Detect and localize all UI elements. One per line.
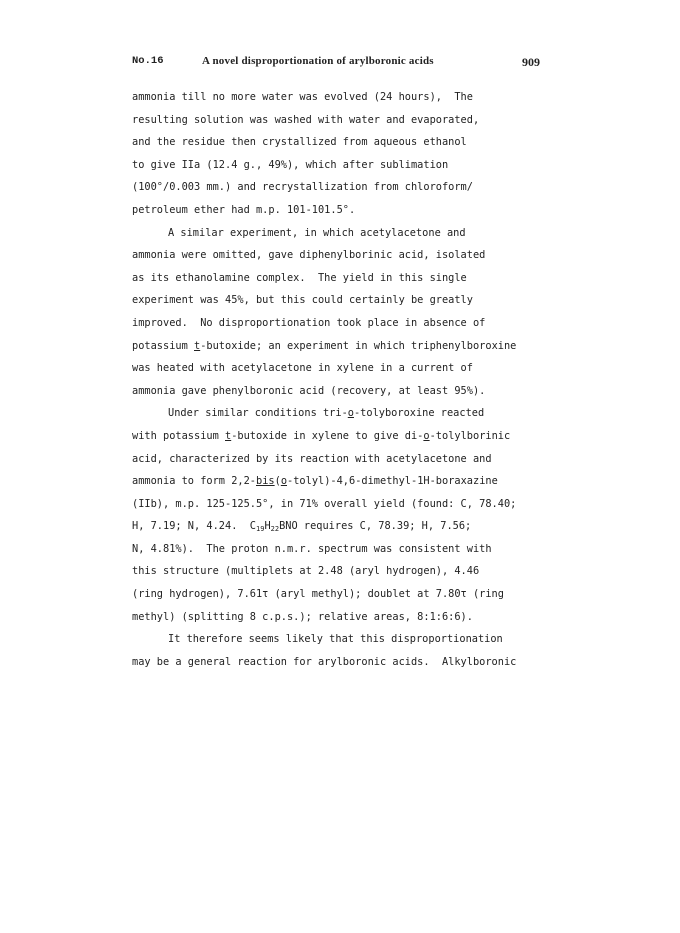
text-span: (	[274, 475, 281, 488]
text-line: to give IIa (12.4 g., 49%), which after sublimation	[132, 158, 449, 171]
subscript: 22	[270, 525, 280, 534]
text-span: potassium	[132, 339, 194, 352]
text-span: -butoxide; an experiment in which triphenylboroxine	[200, 339, 517, 352]
text-line: ammonia till no more water was evolved (24 hours), The	[132, 91, 473, 103]
text-line	[132, 515, 552, 538]
text-line: A similar experiment, in which acetylacetone and	[168, 226, 466, 239]
italic-o: o	[423, 429, 430, 442]
text-line: this structure (multiplets at 2.48 (aryl hydrogen), 4.46	[132, 565, 480, 578]
running-title: A novel disproportionation of arylboronic acids	[202, 55, 434, 67]
text-span: Under similar conditions tri-	[168, 407, 348, 420]
text-line	[132, 402, 552, 425]
text-line	[132, 425, 552, 448]
text-line: (100°/0.003 mm.) and recrystallization from chloroform/	[132, 181, 473, 194]
text-line: acid, characterized by its reaction with acetylacetone and	[132, 452, 492, 465]
italic-t: t	[225, 429, 232, 442]
text-span: ammonia to form 2,2-	[132, 475, 256, 488]
text-line: ammonia gave phenylboronic acid (recovery, at least 95%).	[132, 384, 486, 397]
text-line: methyl) (splitting 8 c.p.s.); relative areas, 8:1:6:6).	[132, 610, 473, 623]
italic-bis: bis	[256, 475, 275, 488]
text-span: -tolylborinic	[429, 429, 511, 442]
text-line: (ring hydrogen), 7.61τ (aryl methyl); doublet at 7.80τ (ring	[132, 588, 504, 601]
italic-o: o	[347, 407, 354, 420]
text-line: N, 4.81%). The proton n.m.r. spectrum was consistent with	[132, 542, 492, 555]
text-line: petroleum ether had m.p. 101-101.5°.	[132, 203, 356, 216]
text-line: ammonia were omitted, gave diphenylborinic acid, isolated	[132, 249, 486, 262]
body-text	[132, 86, 552, 673]
text-line: improved. No disproportionation took place in absence of	[132, 316, 486, 329]
text-span: H, 7.19; N, 4.24. C	[132, 520, 256, 533]
text-line: was heated with acetylacetone in xylene in a current of	[132, 362, 473, 375]
text-span: BNO requires C, 78.39; H, 7.56;	[279, 520, 472, 533]
text-line: resulting solution was washed with water and evaporated,	[132, 113, 480, 126]
text-span: with potassium	[132, 429, 225, 442]
journal-issue: No.16	[132, 55, 164, 67]
italic-t: t	[194, 339, 201, 352]
subscript: 19	[256, 525, 265, 534]
text-line: experiment was 45%, but this could certainly be greatly	[132, 294, 473, 307]
italic-o: o	[280, 475, 288, 488]
text-span: -butoxide in xylene to give di-	[231, 429, 424, 442]
text-line: as its ethanolamine complex. The yield in this single	[132, 271, 467, 284]
text-line: and the residue then crystallized from aqueous ethanol	[132, 136, 467, 149]
text-span: -tolyboroxine reacted	[353, 407, 485, 420]
text-line	[132, 335, 552, 358]
page-number: 909	[522, 55, 540, 69]
text-span: H	[264, 520, 271, 533]
text-span: -tolyl)-4,6-dimethyl-1H-boraxazine	[287, 475, 498, 488]
text-line	[132, 470, 552, 493]
text-line: (IIb), m.p. 125-125.5°, in 71% overall yield (found: C, 78.40;	[132, 497, 517, 510]
running-header	[132, 55, 540, 71]
text-line: may be a general reaction for arylboronic acids. Alkylboronic	[132, 655, 517, 668]
text-line: It therefore seems likely that this disproportionation	[168, 633, 503, 646]
